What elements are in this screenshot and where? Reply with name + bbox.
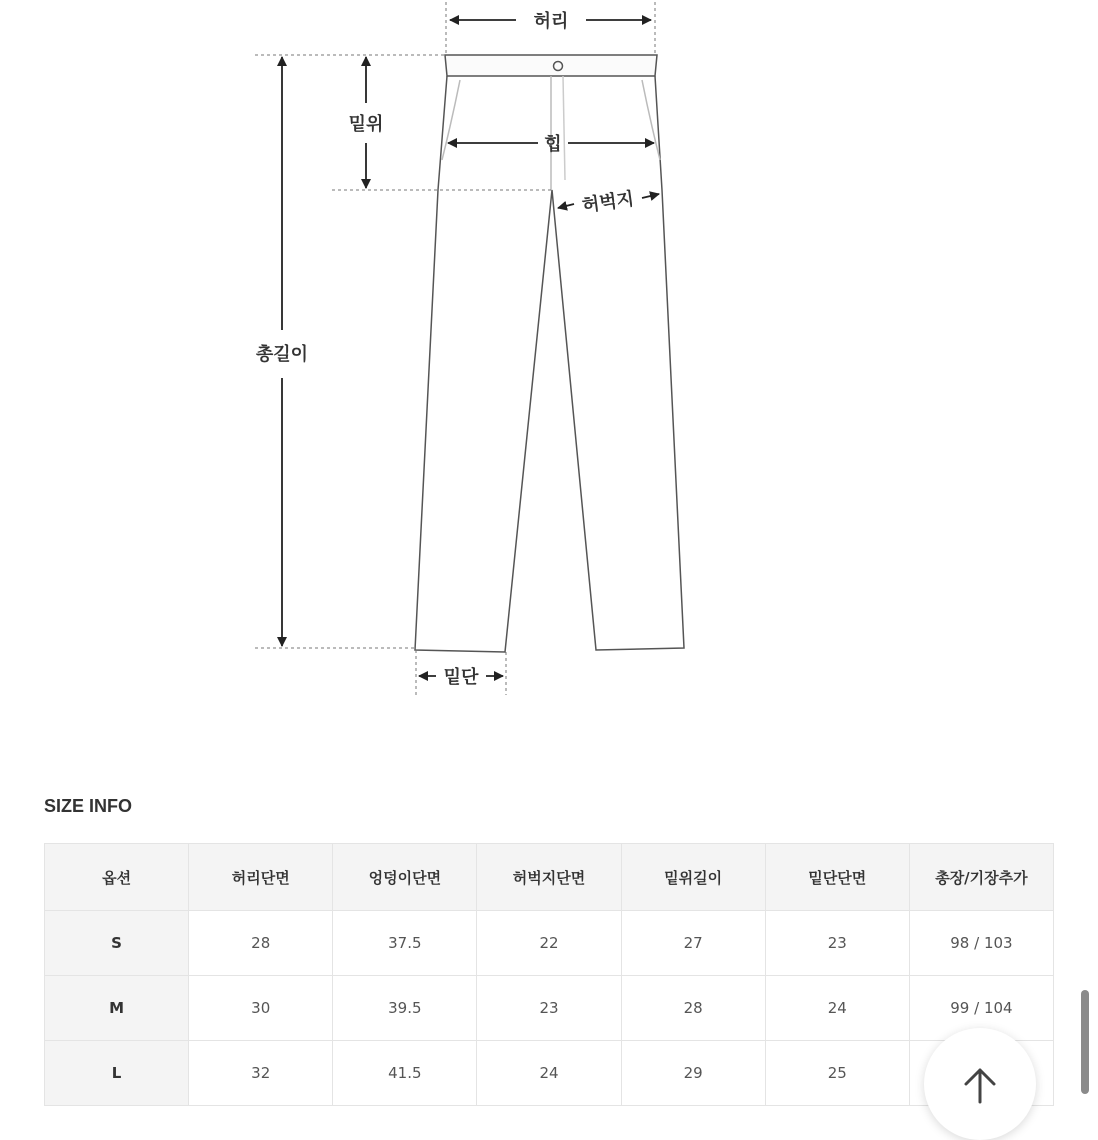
table-cell: 99 / 104 (909, 976, 1053, 1041)
total-length-label: 총길이 (255, 344, 309, 365)
table-cell: 32 (189, 1041, 333, 1106)
header-hem: 밑단단면 (765, 844, 909, 911)
table-cell: 24 (765, 976, 909, 1041)
thigh-label: 허벅지 (580, 188, 636, 217)
table-cell: 28 (189, 911, 333, 976)
table-cell: 28 (621, 976, 765, 1041)
header-hip: 엉덩이단면 (333, 844, 477, 911)
table-cell: 23 (477, 976, 621, 1041)
table-cell: 41.5 (333, 1041, 477, 1106)
table-cell: 23 (765, 911, 909, 976)
header-waist: 허리단면 (189, 844, 333, 911)
table-cell: 39.5 (333, 976, 477, 1041)
table-cell: 30 (189, 976, 333, 1041)
table-cell: 27 (621, 911, 765, 976)
table-row (45, 911, 1054, 976)
table-cell: 29 (621, 1041, 765, 1106)
table-row (45, 976, 1054, 1041)
scroll-to-top-button[interactable] (924, 1028, 1036, 1140)
waist-label: 허리 (533, 11, 569, 32)
table-cell: 24 (477, 1041, 621, 1106)
table-cell: 98 / 103 (909, 911, 1053, 976)
row-option: M (45, 976, 189, 1041)
table-cell: 22 (477, 911, 621, 976)
arrow-up-icon (960, 1064, 1000, 1104)
hem-label: 밑단 (443, 667, 479, 688)
table-cell: 25 (765, 1041, 909, 1106)
header-total-length: 총장/기장추가 (909, 844, 1053, 911)
table-cell: 37.5 (333, 911, 477, 976)
header-option: 옵션 (45, 844, 189, 911)
row-option: L (45, 1041, 189, 1106)
table-row (45, 1041, 1054, 1106)
size-info-title: SIZE INFO (44, 796, 133, 816)
page-scrollbar[interactable] (1081, 990, 1089, 1094)
rise-label: 밑위 (348, 114, 384, 135)
table-header-row (45, 844, 1054, 911)
row-option: S (45, 911, 189, 976)
header-rise: 밑위길이 (621, 844, 765, 911)
measurement-arrows (282, 20, 659, 676)
size-table (44, 843, 1054, 1106)
hip-label: 힙 (544, 134, 562, 155)
header-thigh: 허벅지단면 (477, 844, 621, 911)
